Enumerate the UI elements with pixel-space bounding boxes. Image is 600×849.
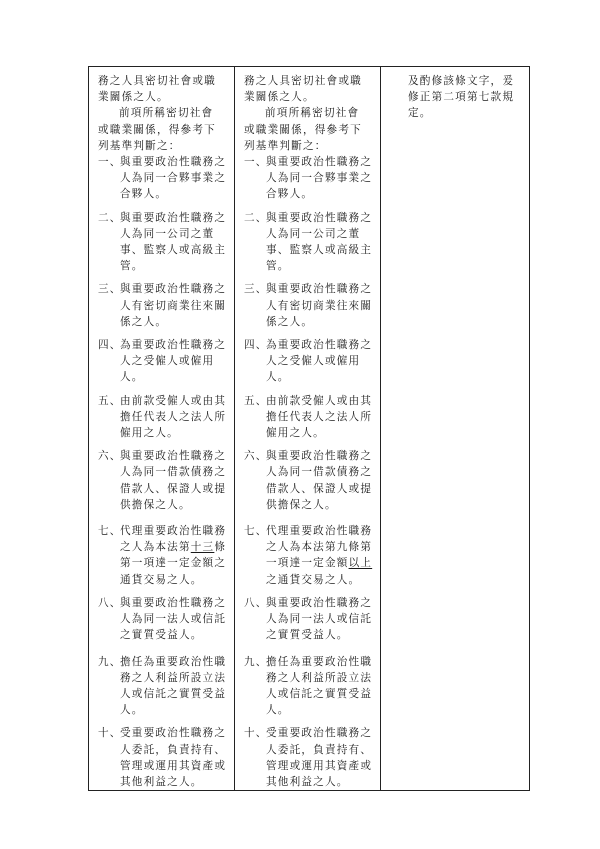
lead-line: 或職業關係，得參考下 xyxy=(244,123,362,136)
item-text: 受重要政治性職務之人委託，負責持有、管理或運用其資產或其他利益之人。 xyxy=(266,727,373,788)
item-text: 與重要政治性職務之人有密切商業往來關係之人。 xyxy=(120,283,227,328)
list-item xyxy=(244,154,377,203)
list-item xyxy=(244,210,377,275)
list-item xyxy=(244,595,377,644)
item-number: 八、 xyxy=(244,596,268,609)
list-item xyxy=(98,154,231,203)
item-number: 九、 xyxy=(244,655,268,668)
list-item xyxy=(98,393,231,442)
item-number: 九、 xyxy=(98,655,122,668)
list-item xyxy=(244,523,377,588)
item-number: 二、 xyxy=(98,211,122,224)
item-text: 與重要政治性職務之人為同一法人或信託之實質受益人。 xyxy=(120,596,227,642)
intro-line: 業關係之人。 xyxy=(244,91,315,104)
item-text-pre: 代理重要政治性職務之人為本法第九條第一項達一定金額 xyxy=(266,525,373,570)
item-text: 擔任為重要政治性職務之人利益所設立法人或信託之實質受益人。 xyxy=(266,655,373,717)
item-text: 由前款受僱人或由其擔任代表人之法人所僱用之人。 xyxy=(266,394,373,440)
explanation-line: 修正第二項第七款規 xyxy=(408,91,515,104)
item-text: 與重要政治性職務之人有密切商業往來關係之人。 xyxy=(266,283,373,328)
item-text: 與重要政治性職務之人為同一借款債務之借款人、保證人或提供擔保之人。 xyxy=(120,450,227,511)
item-text: 為重要政治性職務之人之受僱人或僱用人。 xyxy=(266,339,373,384)
explanation-column xyxy=(381,67,530,791)
item-text xyxy=(120,523,231,588)
item-number: 一、 xyxy=(244,156,268,169)
intro-paragraph xyxy=(244,73,377,105)
item-text: 與重要政治性職務之人為同一合夥事業之合夥人。 xyxy=(266,156,373,201)
item-text-post: 之通貨交易之人。 xyxy=(266,573,361,586)
item-text-post: 條第一項達一定金額之通貨交易之人。 xyxy=(120,541,227,586)
explanation-line: 及酌修該條文字，爰 xyxy=(408,75,515,87)
item-text: 與重要政治性職務之人為同一公司之董事、監察人或高級主管。 xyxy=(120,211,227,273)
intro-paragraph xyxy=(98,73,231,105)
item-number: 一、 xyxy=(98,156,122,169)
item-text: 與重要政治性職務之人為同一公司之董事、監察人或高級主管。 xyxy=(266,211,373,273)
intro-line: 務之人具密切社會或職 xyxy=(98,75,216,87)
list-item xyxy=(98,595,231,644)
list-item xyxy=(98,337,231,386)
list-item xyxy=(98,210,231,275)
list-item xyxy=(98,448,231,513)
list-item xyxy=(98,281,231,330)
lead-line: 前項所稱密切社會 xyxy=(119,107,214,120)
amended-underline: 十三 xyxy=(190,541,215,554)
list-item xyxy=(98,725,231,790)
item-text: 與重要政治性職務之人為同一借款債務之借款人、保證人或提供擔保之人。 xyxy=(266,450,373,511)
item-text: 受重要政治性職務之人委託，負責持有、管理或運用其資產或其他利益之人。 xyxy=(120,727,227,788)
item-text: 與重要政治性職務之人為同一法人或信託之實質受益人。 xyxy=(266,596,373,642)
item-number: 六、 xyxy=(98,450,122,463)
item-number: 七、 xyxy=(244,525,268,538)
amended-text-content xyxy=(89,73,234,790)
item-number: 五、 xyxy=(98,394,122,407)
item-number: 五、 xyxy=(244,394,268,407)
list-item xyxy=(244,725,377,790)
item-number: 六、 xyxy=(244,450,268,463)
list-item xyxy=(244,281,377,330)
intro-line: 業關係之人。 xyxy=(98,91,169,104)
current-underline: 以上 xyxy=(348,557,373,570)
explanation-content xyxy=(381,73,529,122)
list-item xyxy=(98,523,231,588)
list-item xyxy=(244,448,377,513)
item-number: 十、 xyxy=(244,727,268,740)
lead-line: 列基準判斷之： xyxy=(244,139,327,152)
list-item xyxy=(244,393,377,442)
comparison-table xyxy=(88,66,530,791)
lead-paragraph xyxy=(244,105,377,154)
explanation-line: 定。 xyxy=(408,107,432,120)
item-text: 由前款受僱人或由其擔任代表人之法人所僱用之人。 xyxy=(120,394,227,440)
item-text: 擔任為重要政治性職務之人利益所設立法人或信託之實質受益人。 xyxy=(120,655,227,717)
item-number: 八、 xyxy=(98,596,122,609)
item-text: 為重要政治性職務之人之受僱人或僱用人。 xyxy=(120,339,227,384)
item-number: 十、 xyxy=(98,727,122,740)
item-number: 三、 xyxy=(244,283,268,296)
list-item xyxy=(98,654,231,719)
criteria-list xyxy=(244,154,377,790)
list-item xyxy=(244,654,377,719)
item-number: 四、 xyxy=(244,339,268,352)
item-number: 四、 xyxy=(98,339,122,352)
item-text: 與重要政治性職務之人為同一合夥事業之合夥人。 xyxy=(120,156,227,201)
criteria-list xyxy=(98,154,231,790)
current-text-column xyxy=(235,67,381,791)
lead-paragraph xyxy=(98,105,231,154)
item-number: 三、 xyxy=(98,283,122,296)
amended-text-column xyxy=(89,67,235,791)
table-row xyxy=(89,67,530,791)
item-number: 七、 xyxy=(98,525,122,538)
lead-line: 或職業關係，得參考下 xyxy=(98,123,216,136)
lead-line: 列基準判斷之： xyxy=(98,139,181,152)
list-item xyxy=(244,337,377,386)
item-number: 二、 xyxy=(244,211,268,224)
lead-line: 前項所稱密切社會 xyxy=(265,107,360,120)
item-text xyxy=(266,523,377,588)
intro-line: 務之人具密切社會或職 xyxy=(244,75,362,87)
current-text-content xyxy=(235,73,380,790)
item-text-pre: 代理重要政治性職務之人為本法第 xyxy=(120,525,227,554)
